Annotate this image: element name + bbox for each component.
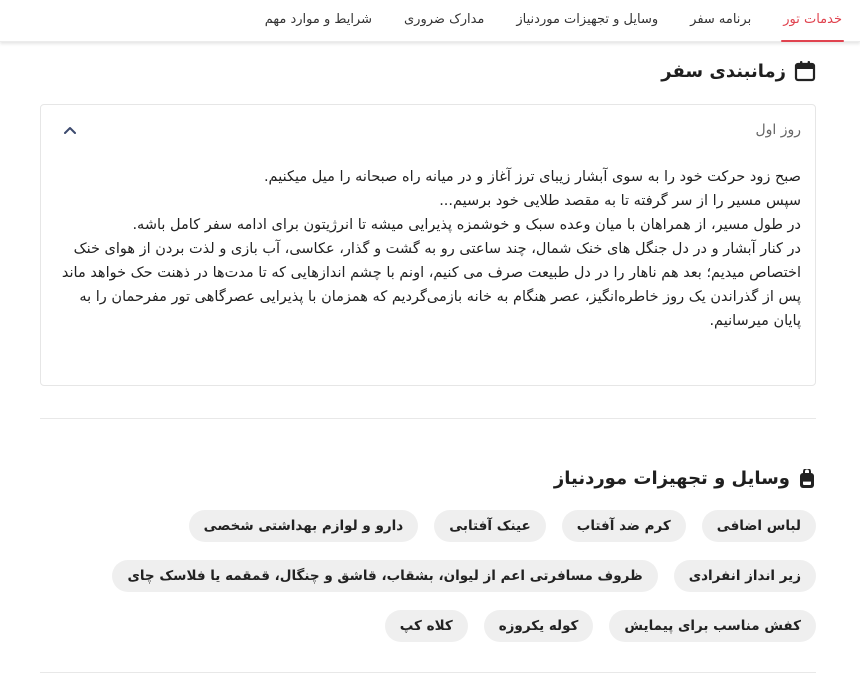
tab-tour-services[interactable]: خدمات تور — [783, 0, 842, 42]
chevron-up-icon[interactable] — [63, 125, 77, 135]
equipment-chip: کفش مناسب برای پیمایش — [609, 610, 816, 642]
equipment-chip: کوله یکروزه — [484, 610, 594, 642]
day-description — [61, 165, 801, 333]
equipment-chip: کرم ضد آفتاب — [562, 510, 686, 542]
equipment-list — [56, 510, 816, 642]
equipment-chip: عینک آفتابی — [434, 510, 546, 542]
description-line: در طول مسیر، از همراهان با میان وعده سبک و خوشمزه پذیرایی میشه تا انرژیتون برای ادامه سفر کامل باشه. — [132, 217, 801, 233]
section-divider — [40, 672, 816, 673]
equipment-title: وسایل و تجهیزات موردنیاز — [553, 468, 790, 489]
schedule-title: زمانبندی سفر — [661, 60, 786, 82]
day-label: روز اول — [755, 122, 801, 138]
equipment-chip: دارو و لوازم بهداشتی شخصی — [189, 510, 419, 542]
equipment-chip: کلاه کپ — [385, 610, 468, 642]
backpack-icon — [798, 469, 816, 489]
tab-bar — [0, 0, 860, 42]
equipment-chip: ظروف مسافرتی اعم از لیوان، بشقاب، قاشق و چنگال، قمقمه یا فلاسک چای — [112, 560, 657, 592]
tabs-list — [233, 0, 842, 42]
description-line: در کنار آبشار و در دل جنگل های خنک شمال، چند ساعتی رو به گشت و گذار، عکاسی، آب بازی و لذت بردن از هوای خنک اختصاص میدیم؛ بعد هم ناهار را در دل طبیعت صرف می کنیم، اونم با چشم اندازهایی که تا مدت‌ها در ذهنت حک خواهد ماند — [61, 241, 801, 281]
schedule-heading — [661, 60, 816, 82]
equipment-chip: لباس اضافی — [702, 510, 816, 542]
day-accordion — [40, 104, 816, 386]
tab-itinerary[interactable]: برنامه سفر — [690, 11, 752, 27]
description-line: پس از گذراندن یک روز خاطره‌انگیز، عصر هنگام به خانه بازمی‌گردیم که همزمان با پذیرایی عصرگاهی تور مفرحمان را به پایان میرسانیم. — [79, 289, 801, 329]
section-divider — [40, 418, 816, 419]
calendar-icon — [794, 60, 816, 82]
equipment-heading — [554, 468, 816, 489]
tab-terms[interactable]: شرایط و موارد مهم — [264, 11, 372, 27]
tab-documents[interactable]: مدارک ضروری — [404, 11, 485, 27]
description-line: سپس مسیر را از سر گرفته تا به مقصد طلایی خود برسیم... — [439, 193, 801, 209]
equipment-chip: زیر انداز انفرادی — [674, 560, 816, 592]
tab-equipment[interactable]: وسایل و تجهیزات موردنیاز — [516, 11, 659, 27]
description-line: صبح زود حرکت خود را به سوی آبشار زیبای ترز آغاز و در میانه راه صبحانه را میل میکنیم. — [263, 169, 801, 185]
day-accordion-header[interactable] — [41, 105, 815, 155]
